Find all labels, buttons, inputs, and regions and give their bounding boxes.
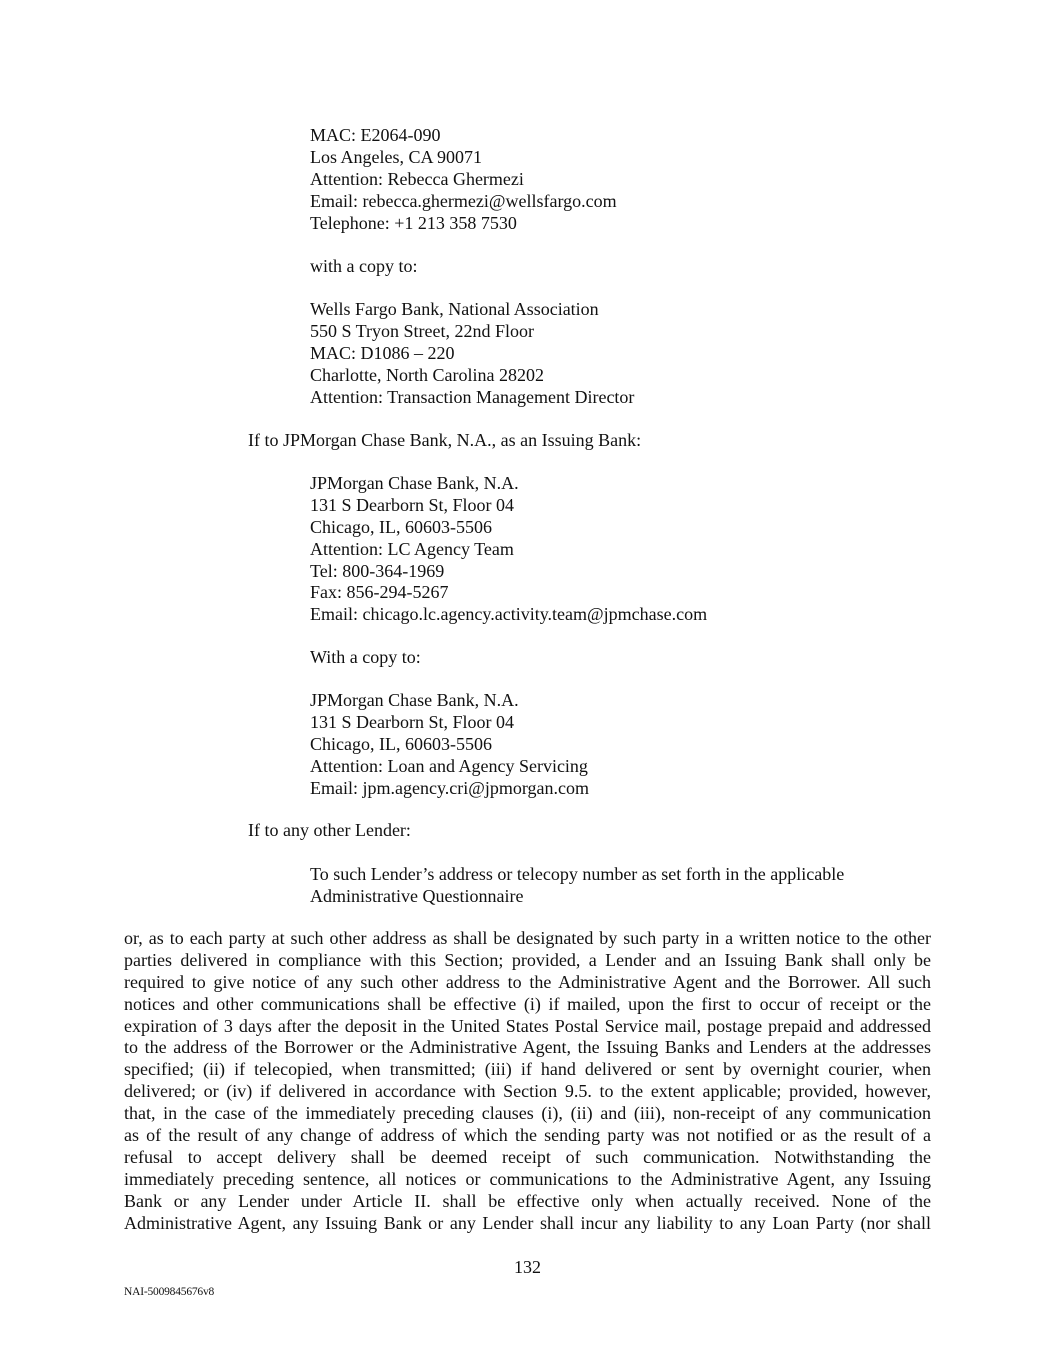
paragraph-line: Bank or any Lender under Article II. shall be effective only when actually received. None of the xyxy=(124,1190,931,1211)
address-line: Charlotte, North Carolina 28202 xyxy=(310,364,544,385)
attention-line: Attention: Transaction Management Director xyxy=(310,386,635,407)
other-lender-heading xyxy=(248,820,411,842)
paragraph-line: as of the result of any change of address of which the sending party was not notified or as the result of a xyxy=(124,1125,931,1146)
address-line: Chicago, IL, 60603-5506 xyxy=(310,733,492,754)
email-line: Email: jpm.agency.cri@jpmorgan.com xyxy=(310,777,589,798)
address-line: 131 S Dearborn St, Floor 04 xyxy=(310,494,514,515)
other-lender-line: Administrative Questionnaire xyxy=(310,885,524,906)
address-line: 550 S Tryon Street, 22nd Floor xyxy=(310,320,535,341)
attention-line: Attention: Loan and Agency Servicing xyxy=(310,755,588,776)
paragraph-line: or, as to each party at such other address as shall be designated by such party in a written notice to the other xyxy=(124,928,931,948)
address-line: JPMorgan Chase Bank, N.A. xyxy=(310,473,519,493)
section-heading: If to JPMorgan Chase Bank, N.A., as an Issuing Bank: xyxy=(248,430,642,450)
section-heading: If to any other Lender: xyxy=(248,820,411,840)
jpmorgan-copy-label xyxy=(310,647,421,669)
address-line: Los Angeles, CA 90071 xyxy=(310,146,483,167)
fax-line: Fax: 856-294-5267 xyxy=(310,582,449,603)
address-line: MAC: E2064-090 xyxy=(310,125,441,145)
jpmorgan-address-block xyxy=(310,473,707,626)
paragraph-line: expiration of 3 days after the deposit in the United States Postal Service mail, postage prepaid and addressed xyxy=(124,1015,931,1036)
email-line: Email: chicago.lc.agency.activity.team@jpmchase.com xyxy=(310,604,708,625)
attention-line: Attention: LC Agency Team xyxy=(310,538,514,559)
paragraph-line: required to give notice of any such other address to the Administrative Agent and the Borrower. All such xyxy=(124,971,931,992)
telephone-line: Tel: 800-364-1969 xyxy=(310,560,445,581)
paragraph-line: refusal to accept delivery shall be deemed receipt of such communication. Notwithstanding the xyxy=(124,1146,931,1167)
copy-label: with a copy to: xyxy=(310,256,418,276)
page-number: 132 xyxy=(514,1257,541,1277)
copy-label: With a copy to: xyxy=(310,647,421,667)
wells-fargo-copy-label xyxy=(310,256,417,278)
wells-fargo-copy-address-block xyxy=(310,299,634,408)
document-id: NAI-5009845676v8 xyxy=(124,1286,215,1298)
address-line: Wells Fargo Bank, National Association xyxy=(310,299,599,319)
address-line: MAC: D1086 – 220 xyxy=(310,342,455,363)
email-line: Email: rebecca.ghermezi@wellsfargo.com xyxy=(310,190,617,211)
other-lender-block xyxy=(310,864,844,908)
telephone-line: Telephone: +1 213 358 7530 xyxy=(310,212,517,233)
other-lender-line: To such Lender’s address or telecopy number as set forth in the applicable xyxy=(310,864,845,884)
paragraph-line: notices and other communications shall be effective (i) if mailed, upon the first to occur of receipt or the xyxy=(124,993,931,1014)
paragraph-line: specified; (ii) if telecopied, when transmitted; (iii) if hand delivered or sent by overnight courier, when xyxy=(124,1059,931,1080)
jpmorgan-copy-address-block xyxy=(310,690,589,799)
address-line: 131 S Dearborn St, Floor 04 xyxy=(310,711,514,732)
paragraph-line: to the address of the Borrower or the Administrative Agent, the Issuing Banks and Lenders at the addresses xyxy=(124,1037,931,1058)
paragraph-line: Administrative Agent, any Issuing Bank or any Lender shall incur any liability to any Loan Party (nor shall xyxy=(124,1212,931,1233)
paragraph-line: that, in the case of the immediately preceding clauses (i), (ii) and (iii), non-receipt of any communication xyxy=(124,1103,931,1124)
address-line: Chicago, IL, 60603-5506 xyxy=(310,516,492,537)
body-paragraph xyxy=(124,928,931,1234)
paragraph-line: parties delivered in compliance with this Section; provided, a Lender and an Issuing Bank shall only be xyxy=(124,949,931,970)
jpmorgan-heading xyxy=(248,430,641,452)
address-line: JPMorgan Chase Bank, N.A. xyxy=(310,690,519,710)
paragraph-line: immediately preceding sentence, all notices or communications to the Administrative Agent, any Issuing xyxy=(124,1168,931,1189)
wells-fargo-address-block xyxy=(310,125,617,234)
paragraph-line: delivered; or (iv) if delivered in accordance with Section 9.5. to the extent applicable; provided, however, xyxy=(124,1081,931,1102)
attention-line: Attention: Rebecca Ghermezi xyxy=(310,168,524,189)
